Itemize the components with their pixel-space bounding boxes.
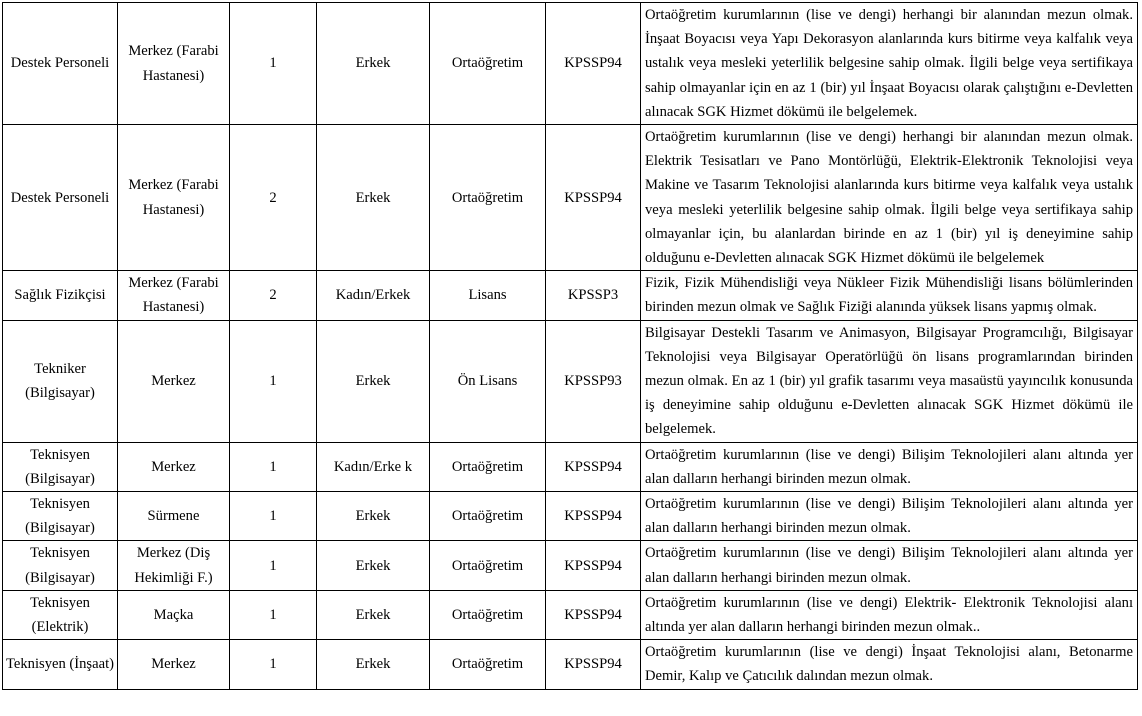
cell-score-type: KPSSP94: [546, 640, 641, 689]
cell-count: 1: [230, 640, 317, 689]
cell-requirements: Ortaöğretim kurumlarının (lise ve dengi) herhangi bir alanından mezun olmak. İnşaat Boyacısı veya Yapı Dekorasyon alanlarında kurs bitirme veya kalfalık veya ustalık veya mesleki yeterlilik belgesine sahip olmak. İlgili belge veya sertifikaya sahip olmayanlar için en az 1 (bir) yıl İnşaat Boyacısı olarak çalıştığını e-Devletten alınacak SGK Hizmet dökümü ile belgelemek.: [641, 3, 1138, 125]
table-row: [3, 541, 1138, 590]
cell-title: Destek Personeli: [3, 125, 118, 271]
cell-count: 1: [230, 590, 317, 639]
cell-count: 2: [230, 125, 317, 271]
table-row: [3, 3, 1138, 125]
cell-location: Merkez: [118, 442, 230, 491]
cell-title: Destek Personeli: [3, 3, 118, 125]
cell-score-type: KPSSP93: [546, 320, 641, 442]
cell-gender: Erkek: [317, 590, 430, 639]
cell-education: Ortaöğretim: [430, 3, 546, 125]
cell-education: Ortaöğretim: [430, 442, 546, 491]
cell-requirements: Ortaöğretim kurumlarının (lise ve dengi) İnşaat Teknolojisi alanı, Betonarme Demir, Kalıp ve Çatıcılık dalından mezun olmak.: [641, 640, 1138, 689]
cell-count: 1: [230, 492, 317, 541]
table-row: [3, 590, 1138, 639]
cell-gender: Kadın/Erke k: [317, 442, 430, 491]
cell-title: Teknisyen (İnşaat): [3, 640, 118, 689]
cell-score-type: KPSSP3: [546, 271, 641, 320]
cell-title: Teknisyen (Bilgisayar): [3, 442, 118, 491]
cell-requirements: Ortaöğretim kurumlarının (lise ve dengi) Bilişim Teknolojileri alanı altında yer alan dalların herhangi birinden mezun olmak.: [641, 492, 1138, 541]
table-row: [3, 492, 1138, 541]
cell-title: Teknisyen (Bilgisayar): [3, 541, 118, 590]
cell-score-type: KPSSP94: [546, 442, 641, 491]
cell-score-type: KPSSP94: [546, 3, 641, 125]
cell-requirements: Ortaöğretim kurumlarının (lise ve dengi) Bilişim Teknolojileri alanı altında yer alan dalların herhangi birinden mezun olmak.: [641, 541, 1138, 590]
cell-gender: Erkek: [317, 541, 430, 590]
cell-location: Sürmene: [118, 492, 230, 541]
cell-count: 1: [230, 541, 317, 590]
cell-education: Ortaöğretim: [430, 590, 546, 639]
cell-location: Merkez: [118, 640, 230, 689]
cell-count: 1: [230, 320, 317, 442]
cell-education: Ön Lisans: [430, 320, 546, 442]
cell-requirements: Ortaöğretim kurumlarının (lise ve dengi) Elektrik- Elektronik Teknolojisi alanı altında yer alan dalların herhangi birinden mezun olmak..: [641, 590, 1138, 639]
cell-location: Merkez (Diş Hekimliği F.): [118, 541, 230, 590]
cell-count: 2: [230, 271, 317, 320]
cell-education: Ortaöğretim: [430, 492, 546, 541]
table-row: [3, 320, 1138, 442]
cell-title: Tekniker (Bilgisayar): [3, 320, 118, 442]
table-row: [3, 442, 1138, 491]
cell-gender: Erkek: [317, 640, 430, 689]
cell-requirements: Bilgisayar Destekli Tasarım ve Animasyon, Bilgisayar Programcılığı, Bilgisayar Teknolojisi veya Bilgisayar Operatörlüğü ön lisans programlarından birinden mezun olmak. En az 1 (bir) yıl grafik tasarımı veya masaüstü yayıncılık konusunda iş deneyimine sahip olduğunu e-Devletten alınacak SGK Hizmet dökümü ile belgelemek.: [641, 320, 1138, 442]
cell-location: Merkez (Farabi Hastanesi): [118, 271, 230, 320]
cell-location: Maçka: [118, 590, 230, 639]
table-row: [3, 640, 1138, 689]
cell-education: Ortaöğretim: [430, 640, 546, 689]
position-table-body: [3, 3, 1138, 690]
cell-requirements: Fizik, Fizik Mühendisliği veya Nükleer Fizik Mühendisliği lisans bölümlerinden birinden mezun olmak ve Sağlık Fiziği alanında yüksek lisans yapmış olmak.: [641, 271, 1138, 320]
cell-title: Teknisyen (Elektrik): [3, 590, 118, 639]
cell-location: Merkez (Farabi Hastanesi): [118, 125, 230, 271]
cell-score-type: KPSSP94: [546, 541, 641, 590]
cell-score-type: KPSSP94: [546, 492, 641, 541]
cell-count: 1: [230, 442, 317, 491]
table-row: [3, 125, 1138, 271]
cell-education: Ortaöğretim: [430, 541, 546, 590]
cell-requirements: Ortaöğretim kurumlarının (lise ve dengi) Bilişim Teknolojileri alanı altında yer alan dalların herhangi birinden mezun olmak.: [641, 442, 1138, 491]
cell-education: Ortaöğretim: [430, 125, 546, 271]
cell-location: Merkez: [118, 320, 230, 442]
cell-title: Teknisyen (Bilgisayar): [3, 492, 118, 541]
cell-score-type: KPSSP94: [546, 590, 641, 639]
cell-title: Sağlık Fizikçisi: [3, 271, 118, 320]
position-table: [2, 2, 1138, 690]
cell-gender: Erkek: [317, 3, 430, 125]
cell-location: Merkez (Farabi Hastanesi): [118, 3, 230, 125]
cell-count: 1: [230, 3, 317, 125]
cell-gender: Erkek: [317, 125, 430, 271]
cell-education: Lisans: [430, 271, 546, 320]
cell-gender: Erkek: [317, 320, 430, 442]
cell-gender: Erkek: [317, 492, 430, 541]
table-row: [3, 271, 1138, 320]
cell-gender: Kadın/Erkek: [317, 271, 430, 320]
cell-requirements: Ortaöğretim kurumlarının (lise ve dengi) herhangi bir alanından mezun olmak. Elektrik Tesisatları ve Pano Montörlüğü, Elektrik-Elektronik Teknolojisi veya Makine ve Tasarım Teknolojisi alanlarında kurs bitirme veya kalfalık veya ustalık veya mesleki yeterlilik belgesine sahip olmak. İlgili belge veya sertifikaya sahip olmayanlar için, bu alanlardan birinde en az 1 (bir) yıl iş deneyimine sahip olduğunu e-Devletten alınacak SGK Hizmet dökümü ile belgelemek: [641, 125, 1138, 271]
cell-score-type: KPSSP94: [546, 125, 641, 271]
